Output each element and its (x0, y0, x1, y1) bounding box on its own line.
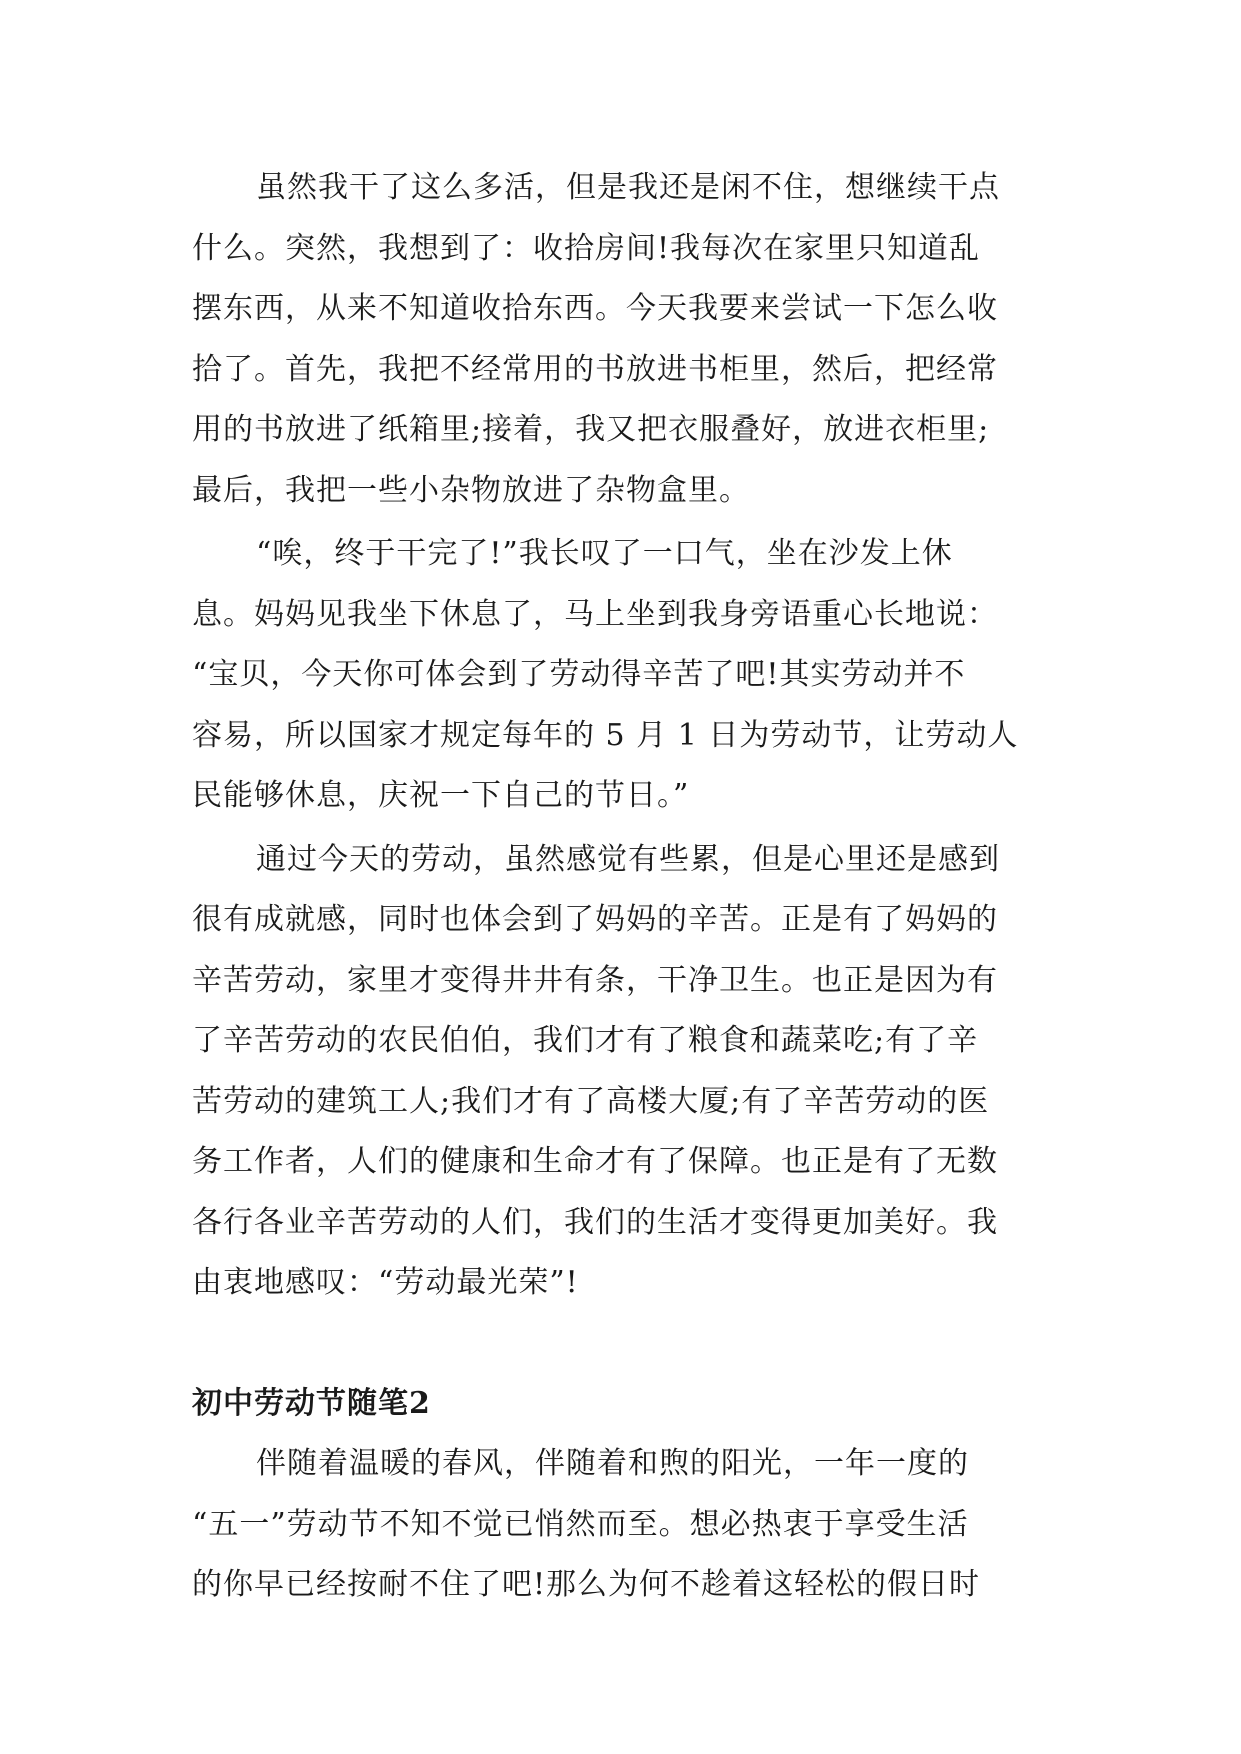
text-line: 虽然我干了这么多活，但是我还是闲不住，想继续干点 (256, 170, 1000, 205)
paragraph-4 (192, 1434, 1048, 1616)
text-line: “五一”劳动节不知不觉已悄然而至。想必热衷于享受生活 (192, 1506, 969, 1542)
section-heading: 初中劳动节随笔2 (192, 1385, 431, 1421)
paragraph-1 (192, 158, 1048, 521)
text-line: 务工作者，人们的健康和生命才有了保障。也正是有了无数 (192, 1144, 998, 1179)
text-line: 什么。突然，我想到了：收拾房间!我每次在家里只知道乱 (192, 230, 981, 266)
text-line: 伴随着温暖的春风，伴随着和煦的阳光，一年一度的 (256, 1446, 969, 1481)
text-line: 了辛苦劳动的农民伯伯，我们才有了粮食和蔬菜吃;有了辛 (192, 1023, 979, 1058)
text-line: 拾了。首先，我把不经常用的书放进书柜里，然后，把经常 (192, 351, 998, 387)
text-line: “宝贝，今天你可体会到了劳动得辛苦了吧!其实劳动并不 (192, 657, 966, 692)
text-line: 辛苦劳动，家里才变得井井有条，干净卫生。也正是因为有 (192, 962, 998, 998)
text-line: 民能够休息，庆祝一下自己的节日。” (192, 778, 690, 813)
text-line: 息。妈妈见我坐下休息了，马上坐到我身旁语重心长地说： (192, 596, 998, 632)
text-line: 摆东西，从来不知道收拾东西。今天我要来尝试一下怎么收 (192, 291, 998, 326)
text-line: 苦劳动的建筑工人;我们才有了高楼大厦;有了辛苦劳动的医 (192, 1083, 990, 1119)
paragraph-2 (192, 524, 1048, 827)
text-line: 很有成就感，同时也体会到了妈妈的辛苦。正是有了妈妈的 (192, 902, 998, 937)
text-line: 的你早已经按耐不住了吧!那么为何不趁着这轻松的假日时 (192, 1567, 981, 1602)
text-line: 通过今天的劳动，虽然感觉有些累，但是心里还是感到 (256, 841, 1000, 877)
text-line: 最后，我把一些小杂物放进了杂物盒里。 (192, 472, 750, 508)
document-page (192, 158, 1048, 1616)
text-line: 由衷地感叹：“劳动最光荣”! (192, 1265, 579, 1300)
text-line: 各行各业辛苦劳动的人们，我们的生活才变得更加美好。我 (192, 1204, 998, 1240)
text-line: “唉，终于干完了!”我长叹了一口气，坐在沙发上休 (256, 536, 953, 571)
text-line: 用的书放进了纸箱里;接着，我又把衣服叠好，放进衣柜里; (192, 412, 990, 447)
paragraph-3 (192, 830, 1048, 1314)
text-line: 容易，所以国家才规定每年的 5 月 1 日为劳动节，让劳动人 (192, 717, 1019, 753)
